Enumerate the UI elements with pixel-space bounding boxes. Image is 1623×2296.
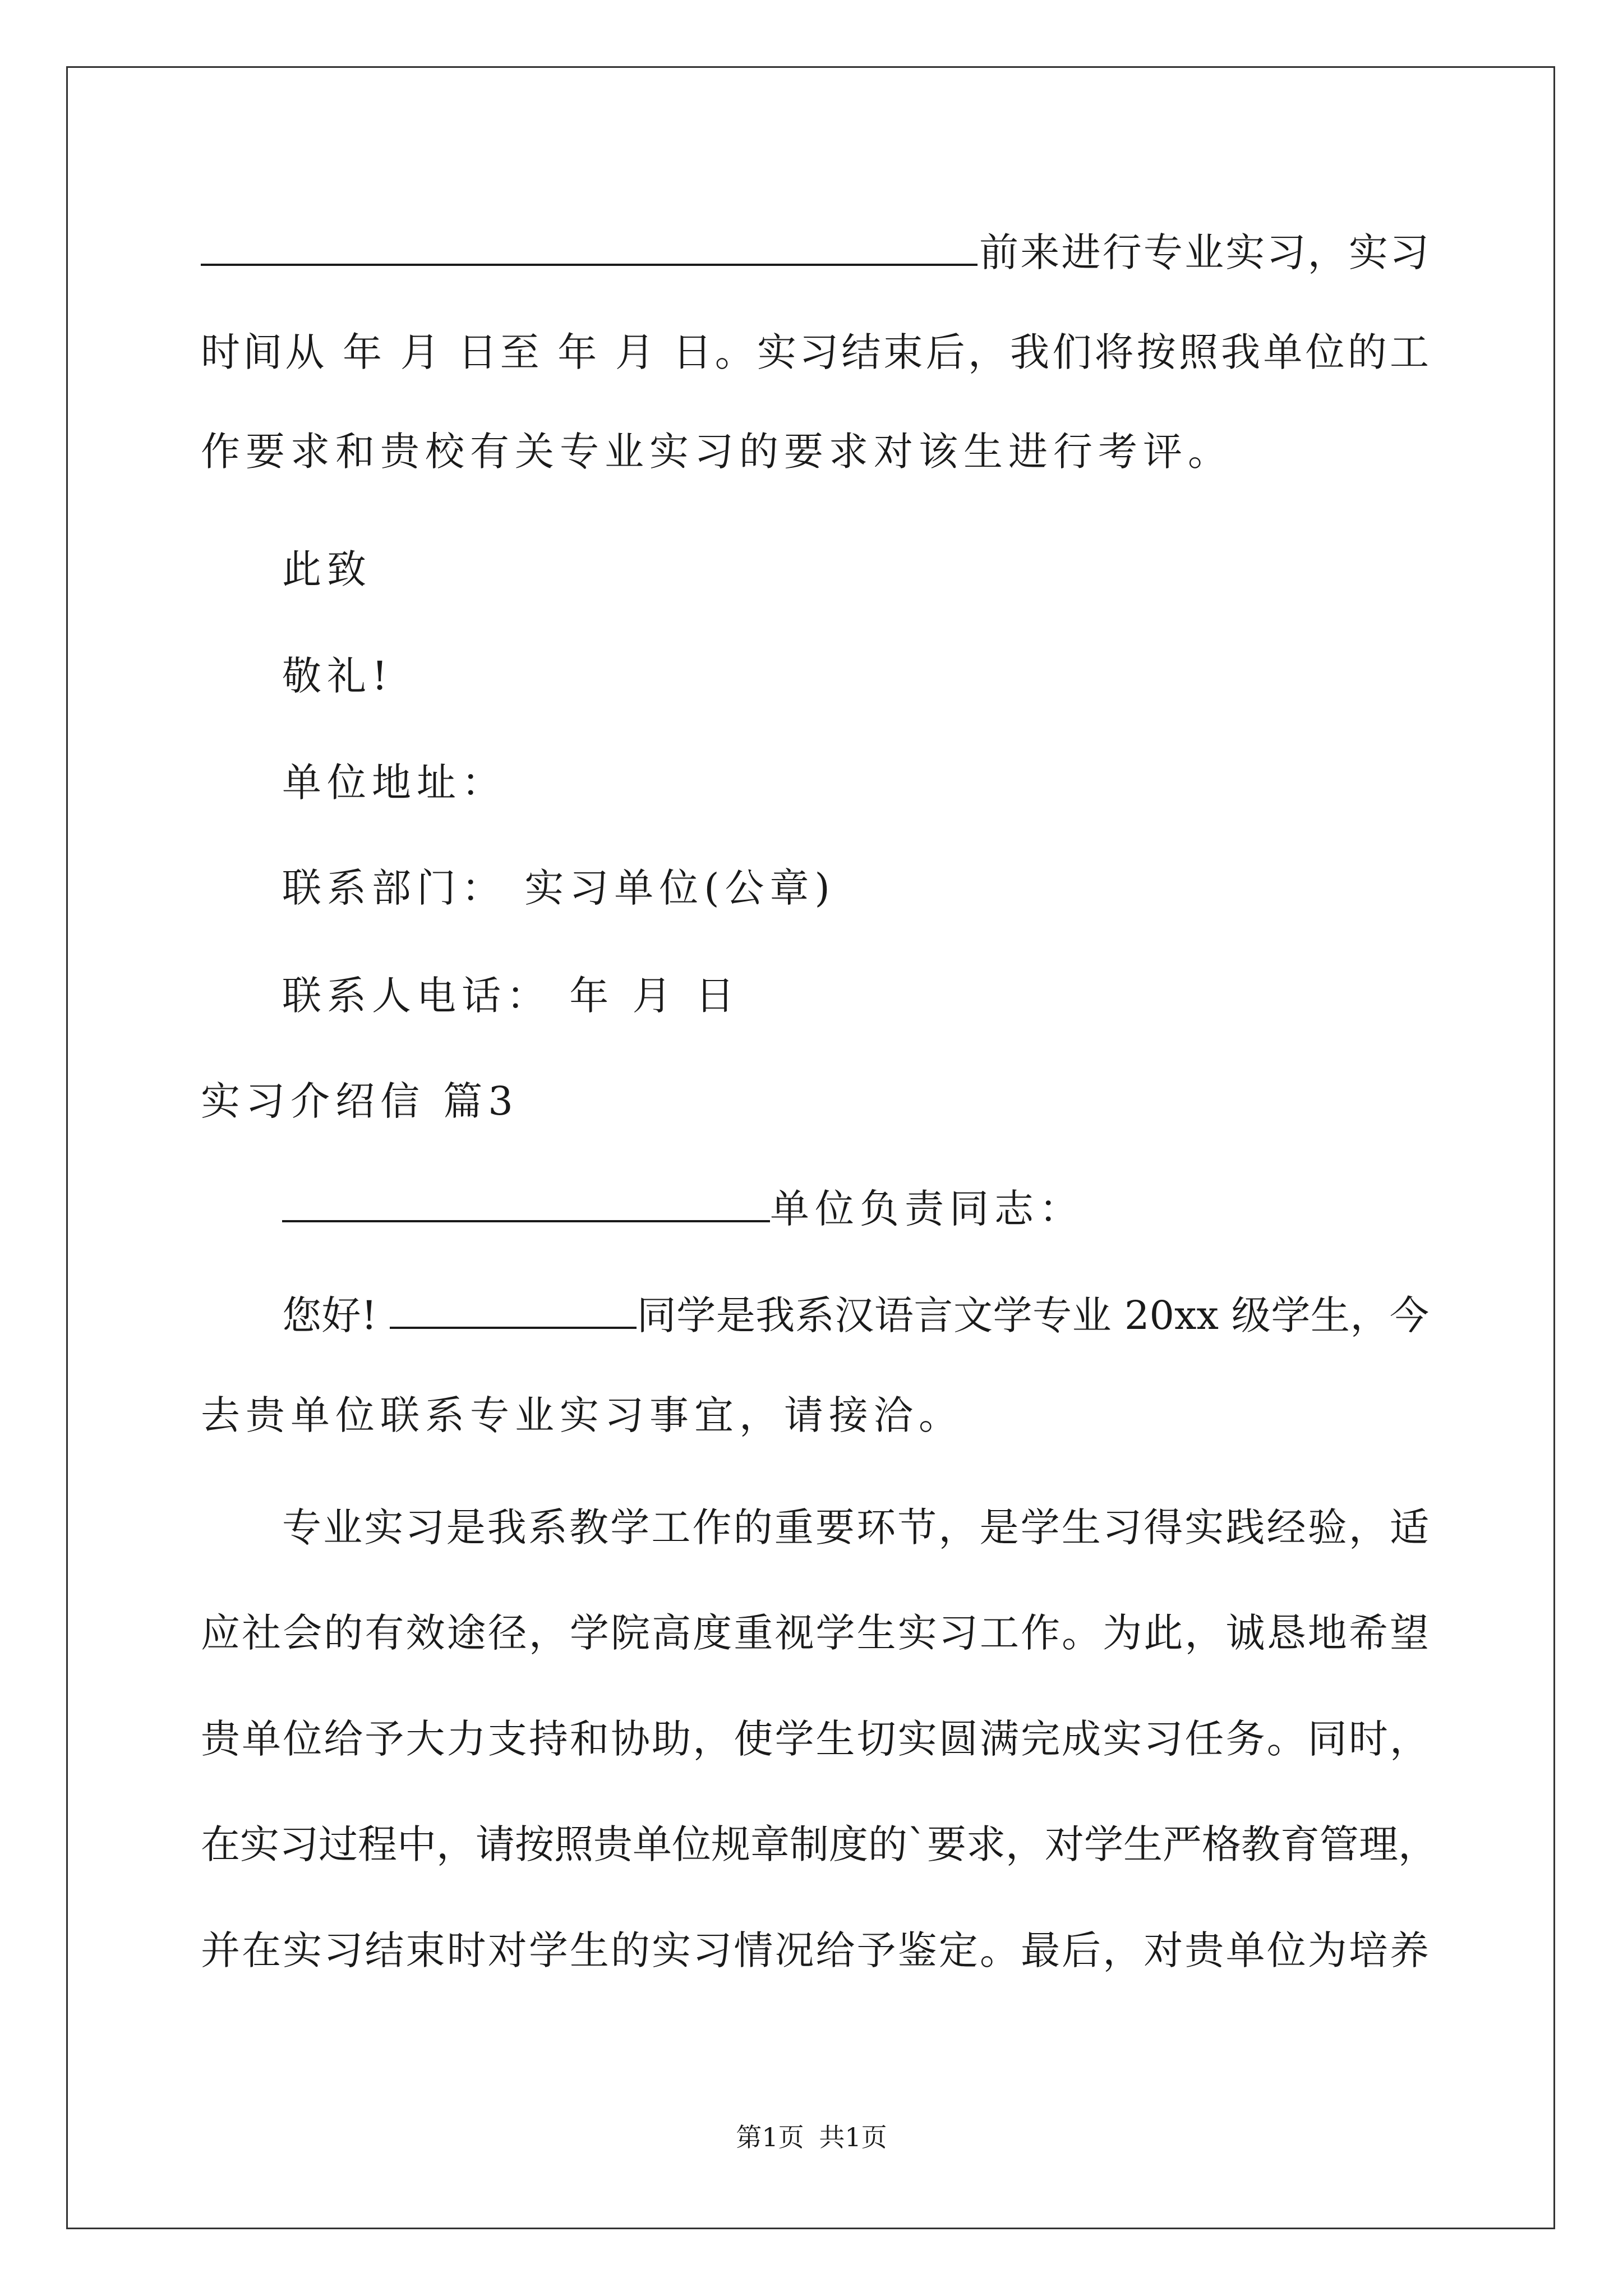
text: 同学是我系汉语言文学专业 20xx 级学生，今	[637, 1292, 1429, 1338]
page-border	[66, 66, 1555, 2229]
recipient-line	[282, 1184, 1084, 1234]
fill-in-blank	[390, 1292, 637, 1329]
text: 单位负责同志：	[770, 1186, 1084, 1232]
text: 前来进行专业实习，实习	[978, 229, 1429, 275]
fill-in-blank	[282, 1185, 770, 1222]
greeting: 您好!	[282, 1292, 377, 1338]
salutation: 此致	[282, 546, 372, 592]
regards: 敬礼!	[282, 653, 394, 699]
department-label: 联系部门： 实习单位(公章)	[282, 865, 836, 911]
body-line-1: 专业实习是我系教学工作的重要环节，是学生习得实践经验，适	[282, 1504, 1429, 1550]
section-title: 实习介绍信 篇3	[201, 1078, 519, 1124]
fill-in-blank	[201, 229, 978, 266]
page-total: 共1页	[819, 2122, 887, 2152]
page-footer	[0, 2120, 1623, 2154]
page-number: 第1页	[736, 2122, 804, 2152]
body-line-2: 应社会的有效途径，学院高度重视学生实习工作。为此，诚恳地希望	[201, 1610, 1429, 1656]
intro-line-1	[282, 1290, 1429, 1341]
body-line-4: 在实习过程中，请按照贵单位规章制度的`要求，对学生严格教育管理，	[201, 1821, 1437, 1867]
body-line-5: 并在实习结束时对学生的实习情况给予鉴定。最后，对贵单位为培养	[201, 1927, 1429, 1973]
body-line-3: 贵单位给予大力支持和协助，使学生切实圆满完成实习任务。同时，	[201, 1716, 1429, 1762]
paragraph-1-line-3: 作要求和贵校有关专业实习的要求对该生进行考评。	[201, 429, 1233, 475]
paragraph-1-line-1	[201, 227, 1429, 278]
intro-line-2: 去贵单位联系专业实习事宜，请接洽。	[201, 1392, 963, 1438]
paragraph-1-line-2: 时间从 年 月 日至 年 月 日。实习结束后，我们将按照我单位的工	[201, 329, 1429, 375]
address-label: 单位地址：	[282, 760, 506, 806]
phone-label: 联系人电话： 年 月 日	[282, 973, 740, 1019]
